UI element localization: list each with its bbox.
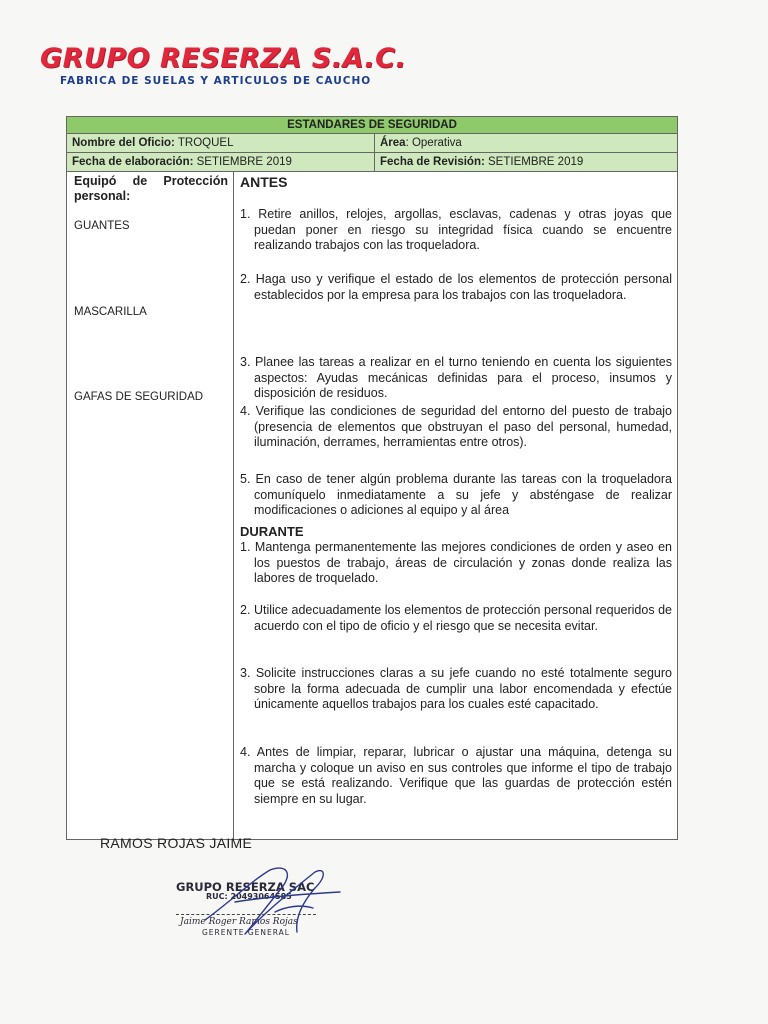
area-cell: Área: Operativa bbox=[380, 137, 462, 149]
epp-column bbox=[67, 172, 234, 839]
stamp-ruc: RUC: 20493064585 bbox=[206, 892, 292, 901]
table-body bbox=[67, 172, 677, 839]
area-label: Área bbox=[380, 137, 406, 149]
stamp-company: GRUPO RESERZA SAC bbox=[176, 880, 315, 894]
antes-step-2: 2. Haga uso y verifique el estado de los elementos de protección personal establecidos por la empresa para los trabajos con las troqueladora. bbox=[240, 272, 672, 302]
info-row-oficio bbox=[67, 134, 677, 153]
fecha-revision-cell bbox=[375, 153, 677, 171]
epp-item-mascarilla: MASCARILLA bbox=[74, 306, 147, 318]
fecha-elaboracion-value: SETIEMBRE 2019 bbox=[196, 156, 292, 168]
procedures-column bbox=[234, 172, 677, 839]
epp-header: Equipó de Protección personal: bbox=[74, 174, 228, 203]
durante-step-3: 3. Solicite instrucciones claras a su jefe cuando no esté totalmente seguro sobre la forma adecuada de cumplir una labor encomendada y efectúe únicamente aquellos trabajos para los cuales esté capacitado. bbox=[240, 666, 672, 711]
stamp-role: GERENTE GENERAL bbox=[202, 928, 290, 937]
antes-heading: ANTES bbox=[240, 174, 288, 190]
epp-item-gafas: GAFAS DE SEGURIDAD bbox=[74, 391, 204, 403]
info-row-fechas bbox=[67, 153, 677, 172]
antes-step-3: 3. Planee las tareas a realizar en el turno teniendo en cuenta los siguientes aspectos: Ayudas mecánicas definidas para el proceso, insumos y disposición de residuos. bbox=[240, 355, 672, 400]
antes-step-1: 1. Retire anillos, relojes, argollas, esclavas, cadenas y otras joyas que puedan poner en riesgo su integridad física cuando se encuentre realizando trabajos con las troqueladora. bbox=[240, 207, 672, 252]
antes-step-5: 5. En caso de tener algún problema durante las tareas con la troqueladora comuníquelo inmediatamente a su jefe y absténgase de realizar modificaciones o adiciones al equipo y al área bbox=[240, 472, 672, 517]
area-value: Operativa bbox=[411, 137, 462, 149]
company-name: GRUPO RESERZA S.A.C. bbox=[40, 43, 407, 74]
durante-heading: DURANTE bbox=[240, 524, 304, 539]
handwritten-signature bbox=[175, 862, 345, 942]
fecha-revision-label: Fecha de Revisión: bbox=[380, 156, 485, 168]
table-title: ESTANDARES DE SEGURIDAD bbox=[67, 117, 677, 134]
durante-step-4: 4. Antes de limpiar, reparar, lubricar o ajustar una máquina, detenga su marcha y coloque un aviso en sus controles que informe el tipo de trabajo que se está realizando. Verifique que las guardas de protección estén siempre en su lugar. bbox=[240, 745, 672, 806]
company-logo bbox=[40, 44, 440, 87]
signer-name: RAMOS ROJAS JAIME bbox=[100, 835, 253, 851]
epp-item-guantes: GUANTES bbox=[74, 220, 130, 232]
company-tagline: FABRICA DE SUELAS Y ARTICULOS DE CAUCHO bbox=[60, 75, 372, 87]
durante-step-2: 2. Utilice adecuadamente los elementos de protección personal requeridos de acuerdo con el tipo de oficio y el riesgo que se necesita evitar. bbox=[240, 603, 672, 633]
durante-step-1: 1. Mantenga permanentemente las mejores condiciones de orden y aseo en los puestos de trabajo, áreas de circulación y zonas donde realiza las labores de troquelado. bbox=[240, 540, 672, 585]
antes-step-4: 4. Verifique las condiciones de seguridad del entorno del puesto de trabajo (presencia de elementos que obstruyan el paso del personal, humedad, iluminación, derrames, herramientas entre otros). bbox=[240, 404, 672, 449]
fecha-elaboracion-label: Fecha de elaboración: bbox=[72, 156, 194, 168]
stamp-name: Jaime Roger Ramos Rojas bbox=[180, 917, 298, 927]
oficio-value: TROQUEL bbox=[177, 137, 234, 149]
fecha-revision-value: SETIEMBRE 2019 bbox=[488, 156, 584, 168]
security-standards-table bbox=[66, 116, 678, 840]
oficio-label: Nombre del Oficio: bbox=[72, 137, 175, 149]
fecha-elaboracion-cell bbox=[67, 153, 375, 171]
oficio-cell bbox=[67, 134, 375, 152]
